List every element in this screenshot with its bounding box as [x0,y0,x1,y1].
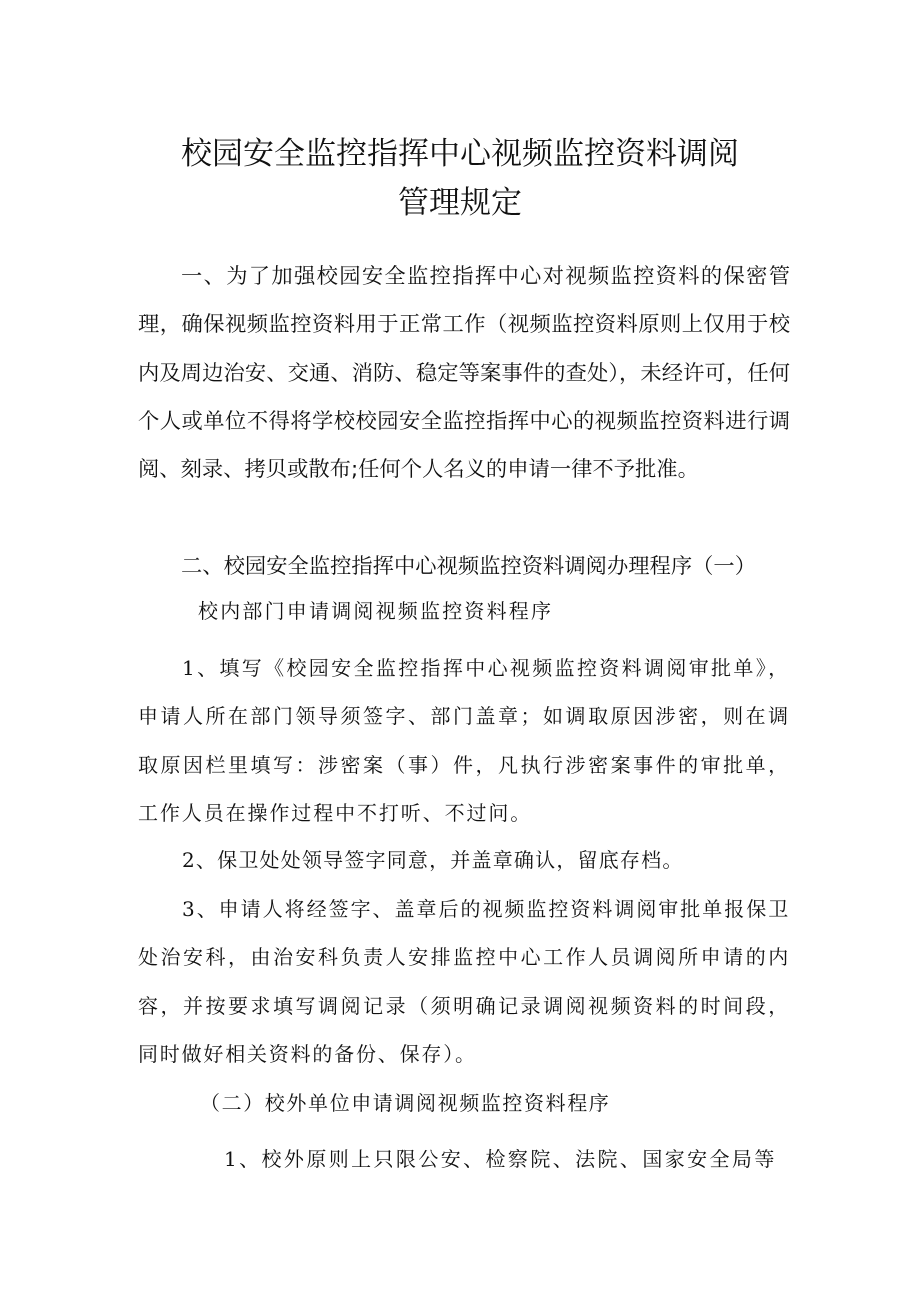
paragraph-purpose: 一、为了加强校园安全监控指挥中心对视频监控资料的保密管理，确保视频监控资料用于正常工作（视频监控资料原则上仅用于校内及周边治安、交通、消防、稳定等案事件的查处），未经许可，任何个人或单位不得将学校校园安全监控指挥中心的视频监控资料进行调阅、刻录、拷贝或散布;任何个人名义的申请一律不予批准。 [138,264,790,483]
document-title-line-2: 管理规定 [398,185,522,221]
paragraph-step-2: 2、保卫处处领导签字同意，并盖章确认，留底存档。 [182,848,684,872]
section-heading-procedure: 二、校园安全监控指挥中心视频监控资料调阅办理程序（一） [181,554,757,579]
paragraph-external-step-1: 1、校外原则上只限公安、检察院、法院、国家安全局等 [224,1147,777,1171]
subsection-heading-internal: 校内部门申请调阅视频监控资料程序 [198,599,554,623]
paragraph-step-3: 3、申请人将经签字、盖章后的视频监控资料调阅审批单报保卫处治安科，由治安科负责人安排监控中心工作人员调阅所申请的内容，并按要求填写调阅记录（须明确记录调阅视频资料的时间段，同时做好相关资料的备份、保存）。 [138,897,790,1066]
paragraph-step-1: 1、填写《校园安全监控指挥中心视频监控资料调阅审批单》，申请人所在部门领导须签字、部门盖章；如调取原因涉密，则在调取原因栏里填写：涉密案（事）件，凡执行涉密案事件的审批单，工作人员在操作过程中不打听、不过问。 [138,656,790,825]
document-title-line-1: 校园安全监控指挥中心视频监控资料调阅 [181,136,739,172]
subsection-heading-external: （二）校外单位申请调阅视频监控资料程序 [200,1091,611,1115]
